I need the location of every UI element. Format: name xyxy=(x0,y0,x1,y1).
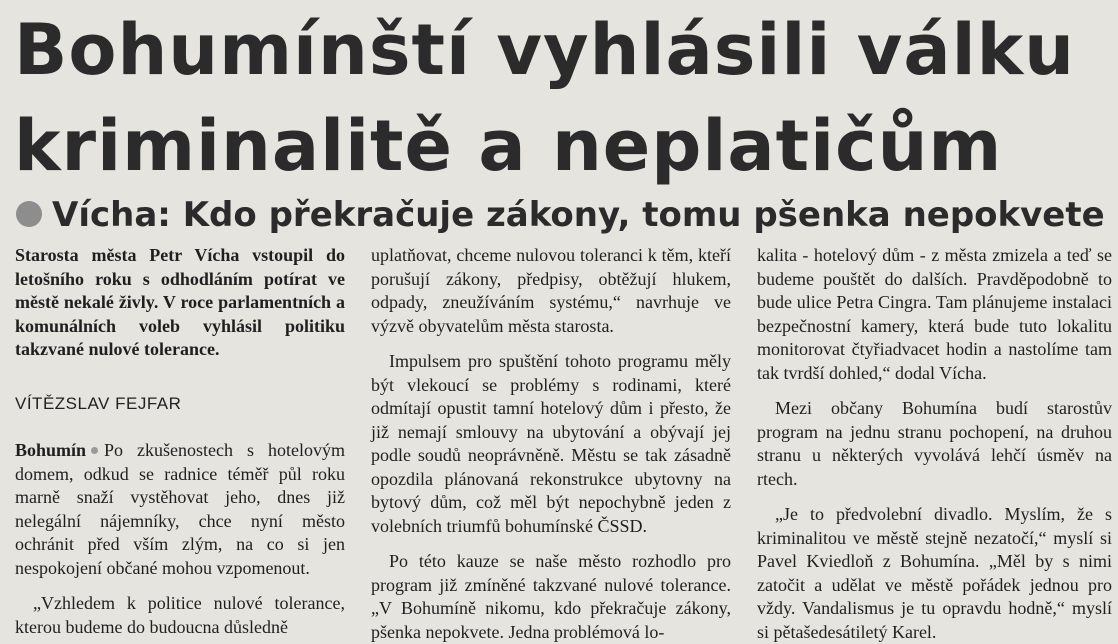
article-paragraph: uplatňovat, chceme nulovou toleranci k těm, kteří porušují zákony, předpisy, obtěžují hlukem, odpady, zneužíváním systému,“ navrhuje ve výzvě obyvatelům města starosta. xyxy=(371,245,731,336)
headline-line-1: Bohumínští vyhlásili válku xyxy=(14,9,1075,91)
headline xyxy=(14,0,1114,196)
article-lead: Starosta města Petr Vícha vstoupil do letošního roku s odhodláním potírat ve městě nekalé živly. V roce parlamentních a komunálních voleb vyhlásil politiku takzvané nulové tolerance. xyxy=(15,245,345,359)
article-paragraph: „Je to předvolební divadlo. Myslím, že s kriminalitou ve městě stejně nezatočí,“ myslí si Pavel Kviedloň z Bohumína. „Měl by s nimi zatočit a udělat ve městě pořádek jednou pro vždy. Vandalismus je tu opravdu hodně,“ myslí si pětašedesátiletý Karel. xyxy=(757,504,1112,642)
bullet-icon xyxy=(16,201,42,227)
article-column-1 xyxy=(15,244,345,639)
subheadline-text: Vícha: Kdo překračuje zákony, tomu pšenka nepokvete xyxy=(52,195,1105,235)
article-paragraph: Impulsem pro spuštění tohoto programu měly být vlekoucí se problémy s rodinami, které odmítají opustit tamní hotelový dům i přesto, že již nemají smlouvy na ubytování a obývají jej podle soudů neoprávněně. Městu se tak zásadně opozdila plánovaná rekonstrukce ubytovny na bytový dům, což měl být nepochybně jeden z volebních triumfů bohumínské ČSSD. xyxy=(371,351,731,536)
subheadline xyxy=(12,193,1118,237)
dateline-dot-icon xyxy=(91,447,98,454)
article-paragraph: „Vzhledem k politice nulové tolerance, kterou budeme do budoucna důsledně xyxy=(15,593,345,637)
author-byline: VÍTĚZSLAV FEJFAR xyxy=(15,393,182,413)
paragraph-text: Po zkušenostech s hotelovým domem, odkud se radnice téměř půl roku marně snaží vystěhovat jeho, dnes již nelegální nájemníky, chce nyní město ochránit před vším zlým, na co si jen nespokojení občané mohou vzpomenout. xyxy=(15,440,345,578)
article-paragraph: Mezi občany Bohumína budí starostův program na jednu stranu pochopení, na druhou stranu u některých vyvolává lehčí úsměv na rtech. xyxy=(757,398,1112,489)
dateline: Bohumín xyxy=(15,440,87,460)
article-paragraph: Po této kauze se naše město rozhodlo pro program již zmíněné takzvané nulové tolerance. „V Bohumíně nikomu, kdo překračuje zákony, pšenka nepokvete. Jedna problémová lo- xyxy=(371,551,731,642)
article-paragraph xyxy=(15,439,345,580)
article-column-2 xyxy=(371,244,731,644)
article-paragraph: kalita - hotelový dům - z města zmizela a teď se budeme pouštět do dalších. Pravděpodobně to bude ulice Petra Cingra. Tam plánujeme instalaci bezpečnostní kamery, která bude tuto lokalitu monitorovat čtyřiadvacet hodin a nastolíme tam tak tvrdší dohled,“ dodal Vícha. xyxy=(757,245,1112,383)
article-column-3 xyxy=(757,244,1112,644)
headline-line-2: kriminalitě a neplatičům xyxy=(14,105,1003,187)
